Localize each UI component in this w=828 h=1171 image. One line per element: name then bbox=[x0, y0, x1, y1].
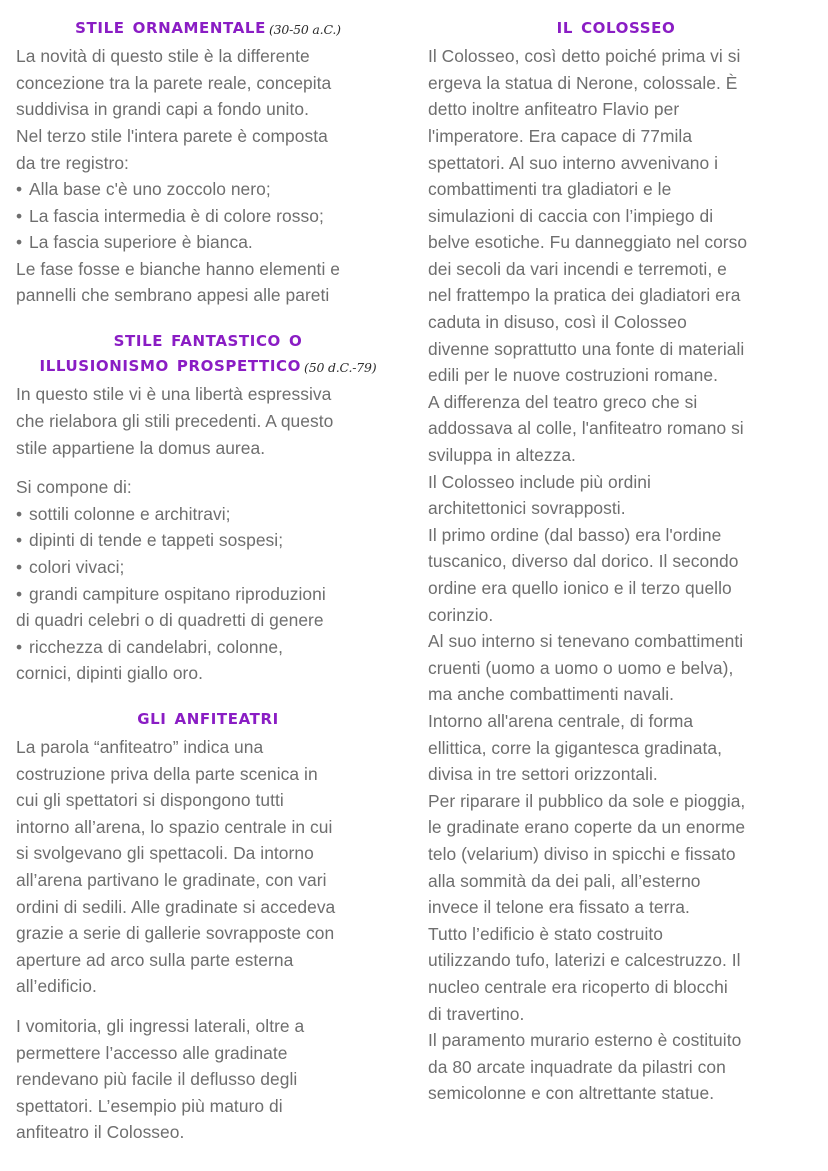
heading-text: il colosseo bbox=[556, 14, 676, 39]
text-line: La parola “anfiteatro” indica una bbox=[16, 737, 264, 758]
text-line: Il paramento murario esterno è costituito bbox=[428, 1030, 742, 1051]
text-line: rendevano più facile il deflusso degli bbox=[16, 1069, 298, 1090]
text-line: tuscanico, diverso dal dorico. Il secondo bbox=[428, 551, 739, 572]
text-line: nel frattempo la pratica dei gladiatori era bbox=[428, 285, 741, 306]
section-heading-il-colosseo bbox=[428, 14, 804, 39]
text-line: invece il telone era fissato a terra. bbox=[428, 897, 690, 918]
text-line: aperture ad arco sulla parte esterna bbox=[16, 949, 294, 970]
text-line: Si compone di: bbox=[16, 477, 132, 498]
list-item: • ricchezza di candelabri, colonne, bbox=[16, 634, 400, 661]
heading-date-annotation: (50 d.C.-79) bbox=[304, 360, 377, 376]
text-line: In questo stile vi è una libertà espressiva bbox=[16, 384, 332, 405]
text-line: divenne soprattutto una fonte di materiali bbox=[428, 338, 745, 359]
text-line: semicolonne e con altrettante statue. bbox=[428, 1083, 715, 1104]
bullet-list bbox=[16, 176, 400, 256]
text-line: Nel terzo stile l'intera parete è composta bbox=[16, 125, 328, 146]
text-line: spettatori. L’esempio più maturo di bbox=[16, 1095, 283, 1116]
text-line: concezione tra la parete reale, concepita bbox=[16, 72, 332, 93]
text-line: architettonici sovrapposti. bbox=[428, 498, 626, 519]
list-item: • Alla base c'è uno zoccolo nero; bbox=[16, 176, 400, 203]
text-line: belve esotiche. Fu danneggiato nel corso bbox=[428, 232, 748, 253]
text-line: ma anche combattimenti navali. bbox=[428, 684, 675, 705]
list-item: • colori vivaci; bbox=[16, 554, 400, 581]
heading-text: stile ornamentale bbox=[75, 14, 266, 39]
text-line: all’edificio. bbox=[16, 976, 97, 997]
paragraph bbox=[16, 474, 400, 501]
paragraph bbox=[16, 256, 400, 309]
text-line: spettatori. Al suo interno avvenivano i bbox=[428, 152, 719, 173]
text-line: combattimenti tra gladiatori e le bbox=[428, 179, 672, 200]
paragraph bbox=[16, 1013, 400, 1146]
text-line: caduta in disuso, così il Colosseo bbox=[428, 312, 687, 333]
text-line: A differenza del teatro greco che si bbox=[428, 391, 698, 412]
text-line: La novità di questo stile è la differente bbox=[16, 46, 310, 67]
text-line: intorno all’arena, lo spazio centrale in cui bbox=[16, 816, 333, 837]
text-line: nucleo centrale era ricoperto di blocchi bbox=[428, 976, 728, 997]
section-stile-fantastico bbox=[16, 327, 400, 687]
text-line: telo (velarium) diviso in spicchi e fissato bbox=[428, 843, 736, 864]
text-line: da 80 arcate inquadrate da pilastri con bbox=[428, 1056, 726, 1077]
paragraph bbox=[16, 43, 400, 176]
list-item: • grandi campiture ospitano riproduzioni bbox=[16, 581, 400, 608]
text-line: edili per le nuove costruzioni romane. bbox=[428, 365, 718, 386]
text-line: suddivisa in grandi capi a fondo unito. bbox=[16, 99, 309, 120]
text-line: costruzione priva della parte scenica in bbox=[16, 763, 318, 784]
list-item: • La fascia superiore è bianca. bbox=[16, 229, 400, 256]
text-line: ordini di sedili. Alle gradinate si accedeva bbox=[16, 896, 336, 917]
paragraph bbox=[428, 43, 804, 1107]
text-line: simulazioni di caccia con l’impiego di bbox=[428, 205, 714, 226]
text-line: si svolgevano gli spettacoli. Da intorno bbox=[16, 843, 314, 864]
text-line: Il Colosseo, così detto poiché prima vi si bbox=[428, 46, 741, 67]
text-line: Il primo ordine (dal basso) era l'ordine bbox=[428, 524, 722, 545]
text-line: Tutto l’edificio è stato costruito bbox=[428, 923, 663, 944]
text-line: pannelli che sembrano appesi alle pareti bbox=[16, 285, 330, 306]
text-line: Intorno all'arena centrale, di forma bbox=[428, 710, 694, 731]
text-line: le gradinate erano coperte da un enorme bbox=[428, 817, 746, 838]
text-line: cruenti (uomo a uomo o uomo e belva), bbox=[428, 657, 734, 678]
heading-date-annotation: (30-50 a.C.) bbox=[268, 22, 341, 37]
list-item: • La fascia intermedia è di colore rosso; bbox=[16, 203, 400, 230]
text-line: cui gli spettatori si dispongono tutti bbox=[16, 790, 284, 811]
paragraph bbox=[16, 734, 400, 1000]
text-line: permettere l’accesso alle gradinate bbox=[16, 1042, 288, 1063]
text-line: sviluppa in altezza. bbox=[428, 445, 576, 466]
text-line: alla sommità da dei pali, all’esterno bbox=[428, 870, 701, 891]
text-line: dei secoli da vari incendi e terremoti, e bbox=[428, 258, 727, 279]
left-column bbox=[0, 0, 414, 1146]
text-line: detto inoltre anfiteatro Flavio per bbox=[428, 99, 680, 120]
text-line: che rielabora gli stili precedenti. A questo bbox=[16, 410, 334, 431]
text-line: all’arena partivano le gradinate, con vari bbox=[16, 870, 327, 890]
text-line: ordine era quello ionico e il terzo quello bbox=[428, 578, 732, 599]
section-heading-gli-anfiteatri bbox=[16, 705, 400, 730]
section-il-colosseo bbox=[428, 14, 804, 1107]
text-line: addossava al colle, l'anfiteatro romano si bbox=[428, 418, 744, 439]
text-line: divisa in tre settori orizzontali. bbox=[428, 764, 658, 785]
text-line: l'imperatore. Era capace di 77mila bbox=[428, 125, 693, 146]
heading-text: gli anfiteatri bbox=[137, 704, 279, 730]
text-line: corinzio. bbox=[428, 604, 494, 625]
text-line: di travertino. bbox=[428, 1003, 525, 1024]
text-line: ellittica, corre la gigantesca gradinata, bbox=[428, 737, 722, 758]
text-line: utilizzando tufo, laterizi e calcestruzzo. Il bbox=[428, 950, 741, 971]
list-item-continuation: cornici, dipinti giallo oro. bbox=[16, 663, 203, 684]
text-line: Per riparare il pubblico da sole e pioggia, bbox=[428, 790, 746, 811]
text-line: I vomitoria, gli ingressi laterali, oltre a bbox=[16, 1015, 305, 1036]
text-line: da tre registro: bbox=[16, 152, 129, 173]
section-gli-anfiteatri bbox=[16, 705, 400, 1146]
right-column bbox=[414, 0, 828, 1107]
list-item-continuation: di quadri celebri o di quadretti di genere bbox=[16, 610, 324, 631]
text-line: grazie a serie di gallerie sovrapposte con bbox=[16, 923, 335, 944]
text-line: ergeva la statua di Nerone, colossale. È bbox=[428, 72, 738, 93]
text-line: anfiteatro il Colosseo. bbox=[16, 1122, 185, 1143]
list-item: • dipinti di tende e tappeti sospesi; bbox=[16, 527, 400, 554]
section-stile-ornamentale bbox=[16, 14, 400, 309]
list-item: • sottili colonne e architravi; bbox=[16, 501, 400, 528]
text-line: Il Colosseo include più ordini bbox=[428, 471, 651, 492]
section-heading-stile-ornamentale bbox=[16, 14, 400, 39]
text-line: stile appartiene la domus aurea. bbox=[16, 437, 266, 458]
paragraph bbox=[16, 381, 400, 461]
heading-text-line-2: illusionismo prospettico bbox=[39, 352, 302, 378]
heading-text-line-1: stile fantastico o bbox=[113, 327, 303, 353]
bullet-list bbox=[16, 501, 400, 687]
heading-line-2-wrapper bbox=[16, 352, 400, 377]
text-line: Le fase fosse e bianche hanno elementi e bbox=[16, 258, 340, 279]
text-line: Al suo interno si tenevano combattimenti bbox=[428, 631, 744, 652]
section-heading-stile-fantastico bbox=[16, 327, 400, 377]
